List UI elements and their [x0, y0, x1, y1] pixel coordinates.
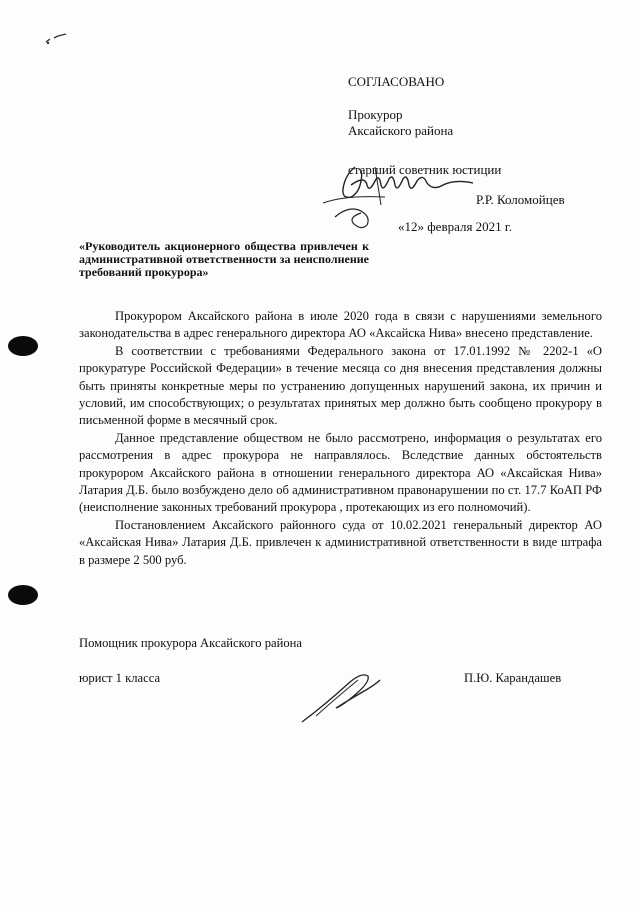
paragraph: В соответствии с требованиями Федерального закона от 17.01.1992 № 2202-1 «О прокуратуре Российской Федерации» в течение месяца со дня внесения представления должны быть приняты конкретные меры по устранению допущенных нарушений закона, их причин и условий, им способствующих; о результатах принятых мер должно быть сообщено прокурору в письменной форме в месячный срок. — [79, 343, 602, 428]
paragraph: Постановлением Аксайского районного суда от 10.02.2021 генеральный директор АО «Аксайская Нива» Латария Д.Б. привлечен к административной ответственности в виде штрафа в размере 2 500 руб. — [79, 517, 602, 567]
hole-punch-mark — [8, 336, 38, 356]
approver-name: Р.Р. Коломойцев — [476, 192, 565, 207]
approver-signature — [315, 155, 480, 235]
approval-date: «12» февраля 2021 г. — [398, 219, 513, 234]
corner-scribble-mark — [44, 30, 70, 46]
signatory-name: П.Ю. Карандашев — [464, 671, 562, 685]
approver-position-line1: Прокурор — [348, 107, 403, 122]
approval-heading: СОГЛАСОВАНО — [348, 74, 445, 89]
approver-position-line2: Аксайского района — [348, 123, 454, 138]
document-title: «Руководитель акционерного общества привлечен к административной ответственности за неисполнение требований прокурора» — [79, 239, 369, 279]
paragraph: Прокурором Аксайского района в июле 2020 года в связи с нарушениями земельного законодательства в адрес генерального директора АО «Аксайска Нива» внесено представление. — [79, 309, 602, 341]
document-body — [79, 308, 602, 569]
approver-rank: старший советник юстиции — [348, 162, 502, 177]
hole-punch-mark — [8, 585, 38, 605]
signatory-position: Помощник прокурора Аксайского района — [79, 636, 302, 650]
paragraph: Данное представление обществом не было рассмотрено, информация о результатах его рассмотрения в адрес прокурора не направлялось. Вследствие данных обстоятельств прокурором Аксайского района в отношении генерального директора АО «Аксайская Нива» Латария Д.Б. было возбуждено дело об административном правонарушении по ст. 17.7 КоАП РФ (неисполнение законных требований прокурора , протекающих из его полномочий). — [79, 430, 602, 515]
signatory-rank: юрист 1 класса — [79, 671, 161, 685]
signatory-signature — [296, 668, 386, 728]
